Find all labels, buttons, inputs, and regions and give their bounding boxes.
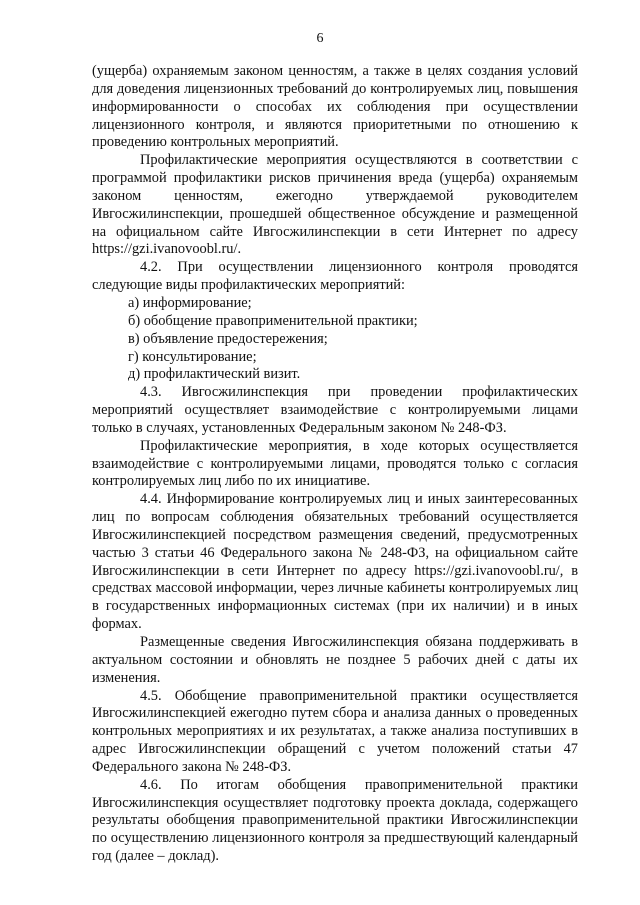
paragraph-prevention-program: Профилактические мероприятия осуществляются в соответствии с программой профилактики рисков причинения вреда (ущерба) охраняемым законом ценностям, ежегодно утверждаемой руководителем Ивгосжилинспекции, прошедшей общественное обсуждение и размещенной на официальном сайте Ивгосжилинспекции в сети Интернет по адресу https://gzi.ivanovoobl.ru/. <box>92 152 578 258</box>
paragraph-4-2: 4.2. При осуществлении лицензионного контроля проводятся следующие виды профилактических мероприятий: <box>92 259 578 294</box>
list-item-b: б) обобщение правоприменительной практики; <box>128 312 418 329</box>
document-body <box>92 63 578 866</box>
list-item-d: д) профилактический визит. <box>128 366 301 383</box>
paragraph-4-6: 4.6. По итогам обобщения правоприменительной практики Ивгосжилинспекция осуществляет подготовку проекта доклада, содержащего результаты обобщения правоприменительной практики Ивгосжилинспекции по осуществлению лицензионного контроля за предшествующий календарный год (далее – доклад). <box>92 776 578 865</box>
list-item-a: а) информирование; <box>128 294 252 311</box>
paragraph-4-3: 4.3. Ивгосжилинспекция при проведении профилактических мероприятий осуществляет взаимодействие с контролируемыми лицами только в случаях, установленных Федеральным законом № 248-ФЗ. <box>92 384 578 436</box>
paragraph-4-5: 4.5. Обобщение правоприменительной практики осуществляется Ивгосжилинспекцией ежегодно путем сбора и анализа данных о проведенных контрольных мероприятиях и их результатах, а также анализа поступивших в адрес Ивгосжилинспекции обращений с учетом положений статьи 47 Федерального закона № 248-ФЗ. <box>92 687 578 775</box>
paragraph-consent: Профилактические мероприятия, в ходе которых осуществляется взаимодействие с контролируемыми лицами, проводятся только с согласия контролируемых лиц либо по их инициативе. <box>92 437 578 490</box>
list-item-v: в) объявление предостережения; <box>128 330 328 347</box>
paragraph-4-4: 4.4. Информирование контролируемых лиц и иных заинтересованных лиц по вопросам соблюдения обязательных требований осуществляется Ивгосжилинспекцией посредством размещения сведений, предусмотренных частью 3 статьи 46 Федерального закона № 248-ФЗ, на официальном сайте Ивгосжилинспекции в сети Интернет по адресу https://gzi.ivanovoobl.ru/, в средствах массовой информации, через личные кабинеты контролируемых лиц в государственных информационных системах (при их наличии) и в иных формах. <box>92 491 578 633</box>
list-item-g: г) консультирование; <box>128 348 257 365</box>
paragraph-posted-info: Размещенные сведения Ивгосжилинспекция обязана поддерживать в актуальном состоянии и обновлять не позднее 5 рабочих дней с даты их изменения. <box>92 634 578 686</box>
paragraph-intro-continuation: (ущерба) охраняемым законом ценностям, а также в целях создания условий для доведения лицензионных требований до контролируемых лиц, повышения информированности о способах их соблюдения при осуществлении лицензионного контроля, и являются приоритетными по отношению к проведению контрольных мероприятий. <box>92 63 578 151</box>
page-number: 6 <box>316 31 324 46</box>
